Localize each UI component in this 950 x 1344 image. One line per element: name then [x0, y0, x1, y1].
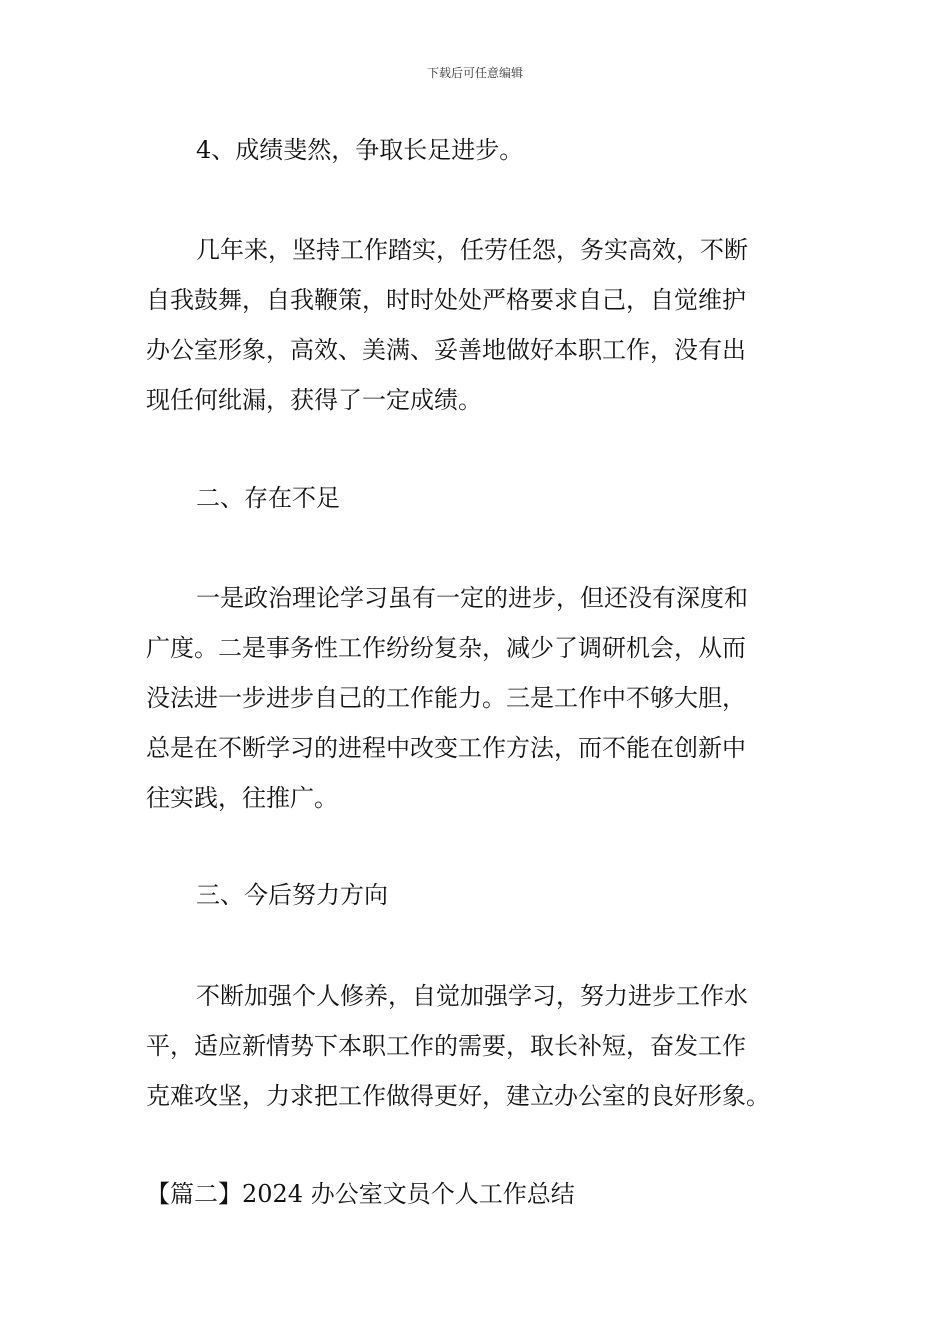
- achievement-paragraph: [146, 225, 811, 425]
- section-3-line-1: 不断加强个人修养，自觉加强学习，努力进步工作水: [196, 982, 748, 1010]
- section-3-heading-text: 三、今后努力方向: [196, 881, 388, 909]
- achievement-line-2: 自我鼓舞，自我鞭策，时时处处严格要求自己，自觉维护: [146, 286, 746, 314]
- section-2-heading: [146, 473, 811, 523]
- section-3-heading: [146, 870, 811, 920]
- section-2-line-2: 广度。二是事务性工作纷纷复杂，减少了调研机会，从而: [146, 634, 746, 662]
- achievement-line-4: 现任何纰漏，获得了一定成绩。: [146, 386, 482, 414]
- page-header-note: 下载后可任意编辑: [426, 66, 523, 80]
- achievement-line-3: 办公室形象，高效、美满、妥善地做好本职工作，没有出: [146, 336, 746, 364]
- section-2-line-5: 往实践，往推广。: [146, 784, 338, 812]
- next-article-title: [146, 1169, 811, 1219]
- section-2-paragraph: [146, 573, 811, 823]
- section-2-line-3: 没法进一步进步自己的工作能力。三是工作中不够大胆，: [146, 684, 746, 712]
- section-2-heading-text: 二、存在不足: [196, 484, 340, 512]
- next-article-title-text: 【篇二】2024 办公室文员个人工作总结: [146, 1180, 575, 1208]
- achievement-line-1: 几年来，坚持工作踏实，任劳任怨，务实高效，不断: [196, 236, 748, 264]
- section-2-line-1: 一是政治理论学习虽有一定的进步，但还没有深度和: [196, 584, 748, 612]
- achievement-heading-text: 4、成绩斐然，争取长足进步。: [196, 136, 524, 164]
- section-3-line-3: 克难攻坚，力求把工作做得更好，建立办公室的良好形象。: [146, 1082, 770, 1110]
- section-2-line-4: 总是在不断学习的进程中改变工作方法，而不能在创新中: [146, 734, 746, 762]
- section-3-paragraph: [146, 971, 811, 1121]
- achievement-heading: [146, 125, 811, 175]
- section-3-line-2: 平，适应新情势下本职工作的需要，取长补短，奋发工作: [146, 1032, 746, 1060]
